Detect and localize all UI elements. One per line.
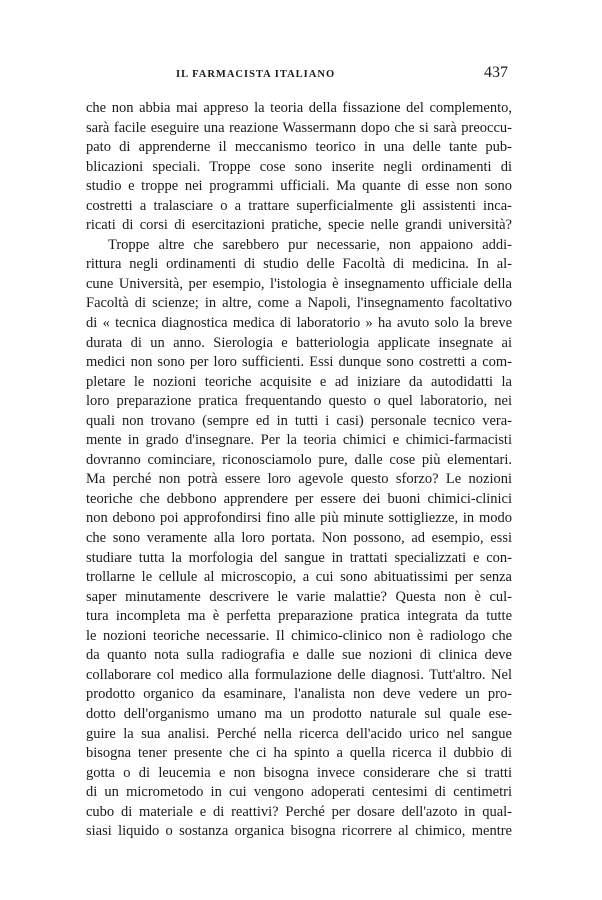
text-line: dotto dell'organismo umano ma un prodotto naturale sul quale ese-: [86, 705, 512, 722]
text-line: gotta o di leucemia e non bisogna invece considerare che si tratti: [86, 764, 512, 781]
text-line: tura incompleta ma è perfetta preparazione pratica integrata da tutte: [86, 608, 512, 625]
text-line: non debono poi approfondirsi fino alle più minute sottigliezze, in modo: [86, 510, 512, 527]
text-line: blicazioni speciali. Troppe cose sono inserite negli ordinamenti di: [86, 158, 512, 175]
text-line: studio e troppe nei programmi ufficiali. Ma quante di esse non sono: [86, 178, 512, 195]
text-line: cune Università, per esempio, l'istologia è insegnamento ufficiale della: [86, 275, 512, 292]
running-head: [86, 64, 508, 86]
text-line: che sono veramente alla loro portata. Non possono, ad esempio, essi: [86, 530, 512, 547]
text-line: trollarne le cellule al microscopio, a cui sono abituatissimi per senza: [86, 569, 512, 586]
text-line: pato di apprenderne il meccanismo teorico in una delle tante pub-: [86, 139, 512, 156]
text-line: quali non trovano (sempre ed in tutti i casi) personale tecnico vera-: [86, 412, 512, 429]
journal-title: IL FARMACISTA ITALIANO: [176, 69, 336, 80]
text-line: cubo di materiale e di reattivi? Perché per dosare dell'azoto in qual-: [86, 803, 512, 820]
paragraph-1: [86, 99, 512, 236]
text-line: Troppe altre che sarebbero pur necessarie, non appaiono addi-: [108, 236, 512, 253]
text-line: saper minutamente descrivere le varie malattie? Questa non è cul-: [86, 588, 512, 605]
text-line: prodotto organico da esaminare, l'analista non deve vedere un pro-: [86, 686, 512, 703]
text-line: le nozioni teoriche necessarie. Il chimico-clinico non è radiologo che: [86, 627, 512, 644]
text-line: studiare tutta la morfologia del sangue in trattati specializzati e con-: [86, 549, 512, 566]
text-line: collaborare col medico alla formulazione delle diagnosi. Tutt'altro. Nel: [86, 666, 512, 683]
text-line: teoriche che debbono apprendere per essere dei buoni chimici-clinici: [86, 490, 512, 507]
page-number: 437: [484, 64, 508, 81]
text-line: di « tecnica diagnostica medica di laboratorio » ha avuto solo la breve: [86, 315, 512, 332]
text-line: Ma perché non potrà essere loro agevole questo sforzo? Le nozioni: [86, 471, 512, 488]
text-line: costretti a tralasciare o a trattare superficialmente gli assistenti inca-: [86, 197, 512, 214]
text-line: Facoltà di scienze; in altre, come a Napoli, l'insegnamento facoltativo: [86, 295, 512, 312]
text-line: mente in grado d'insegnare. Per la teoria chimici e chimici-farmacisti: [86, 432, 512, 449]
text-line: loro preparazione pratica frequentando questo o quel laboratorio, nei: [86, 393, 512, 410]
text-line: sarà facile eseguire una reazione Wassermann dopo che si sarà preoccu-: [86, 119, 512, 136]
text-line: durata di un anno. Sierologia e batteriologia applicate insegnate ai: [86, 334, 512, 351]
text-line: dovranno cominciare, riconosciamolo pure, dalle cose più elementari.: [86, 451, 512, 468]
text-line: medici non sono per loro sufficienti. Essi dunque sono costretti a com-: [86, 354, 512, 371]
text-line: guire la sua analisi. Perché nella ricerca dell'acido urico nel sangue: [86, 725, 512, 742]
text-line: di un micrometodo in cui vengono adoperati centesimi di centimetri: [86, 784, 512, 801]
text-line: bisogna tener presente che ci ha spinto a quella ricerca il dubbio di: [86, 745, 512, 762]
text-line: da quanto nota sulla radiografia e dalle sue nozioni di clinica deve: [86, 647, 512, 664]
paragraph-2: [86, 236, 512, 842]
text-line: siasi liquido o sostanza organica bisogna ricorrere al chimico, mentre: [86, 823, 512, 840]
text-line: pletare le nozioni teoriche acquisite e ad iniziare da autodidatti la: [86, 373, 512, 390]
body-text: [86, 99, 512, 842]
text-line: rittura negli ordinamenti di studio delle Facoltà di medicina. In al-: [86, 256, 512, 273]
text-line: ricati di corsi di esercitazioni pratiche, specie nelle grandi università?: [86, 217, 512, 234]
text-line: che non abbia mai appreso la teoria della fissazione del complemento,: [86, 100, 512, 116]
